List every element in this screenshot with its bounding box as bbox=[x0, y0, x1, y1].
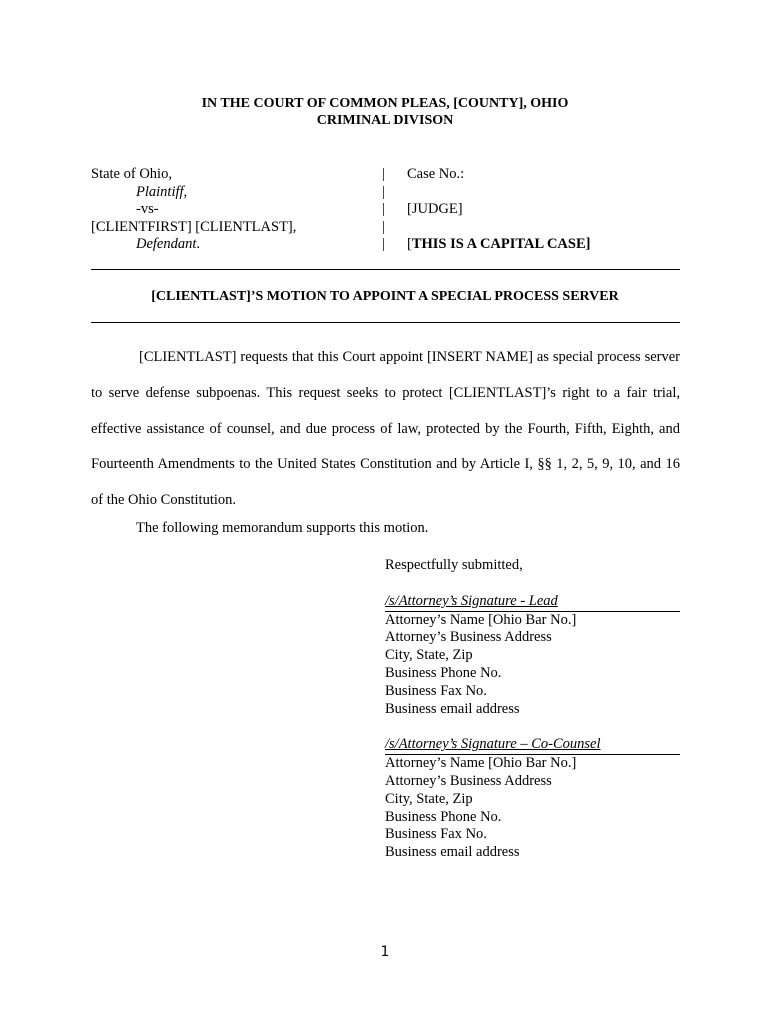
lead-attorney-city: City, State, Zip bbox=[385, 647, 473, 664]
plaintiff-name: State of Ohio, bbox=[91, 166, 172, 182]
blank-line bbox=[407, 219, 677, 237]
court-header bbox=[0, 95, 770, 129]
closing-phrase: Respectfully submitted, bbox=[385, 557, 523, 573]
caption-separator-bar: | bbox=[382, 218, 385, 235]
lead-attorney-email: Business email address bbox=[385, 700, 520, 717]
motion-body-paragraph: [CLIENTLAST] requests that this Court appoint [INSERT NAME] as special process server to serve defense subpoenas. This request seeks to protect [CLIENTLAST]’s right to a fair trial, effective assistance of counsel, and due process of law, protected by the Fourth, Fifth, Eighth, and Fourteenth Amendments to the United States Constitution and by Article I, §§ 1, 2, 5, 9, 10, and 16 of the Ohio Constitution. bbox=[91, 349, 680, 509]
memorandum-support-line: The following memorandum supports this motion. bbox=[136, 520, 429, 536]
caption-rule-top bbox=[91, 269, 680, 270]
co-counsel-phone: Business Phone No. bbox=[385, 808, 502, 825]
caption-separator bbox=[382, 166, 392, 254]
court-division: CRIMINAL DIVISON bbox=[316, 113, 454, 128]
co-counsel-signature-line: /s/Attorney’s Signature – Co-Counsel bbox=[385, 736, 680, 755]
caption-case-info bbox=[407, 166, 677, 254]
versus-label: -vs- bbox=[136, 201, 159, 217]
co-counsel-address: Attorney’s Business Address bbox=[385, 772, 552, 789]
defendant-role-line bbox=[91, 236, 376, 254]
caption-separator-bar: | bbox=[382, 183, 385, 200]
capital-case-label bbox=[407, 236, 677, 254]
motion-title: [CLIENTLAST]’S MOTION TO APPOINT A SPECIAL PROCESS SERVER bbox=[151, 289, 619, 304]
co-counsel-fax: Business Fax No. bbox=[385, 826, 487, 843]
caption-rule-bottom bbox=[91, 322, 680, 323]
co-counsel-city: City, State, Zip bbox=[385, 790, 473, 807]
co-counsel-name: Attorney’s Name [Ohio Bar No.] bbox=[385, 755, 577, 772]
capital-case-text: THIS IS A CAPITAL CASE] bbox=[411, 236, 591, 252]
defendant-name: [CLIENTFIRST] [CLIENTLAST], bbox=[91, 218, 297, 235]
co-counsel-block bbox=[385, 736, 680, 862]
defendant-role: Defendant bbox=[136, 236, 197, 252]
caption-parties bbox=[91, 166, 376, 254]
case-number-label: Case No.: bbox=[407, 166, 465, 182]
lead-signature-line: /s/Attorney’s Signature - Lead bbox=[385, 593, 680, 612]
lead-attorney-address: Attorney’s Business Address bbox=[385, 629, 552, 646]
lead-attorney-fax: Business Fax No. bbox=[385, 682, 487, 699]
caption-separator-bar: | bbox=[382, 236, 385, 252]
plaintiff-role: Plaintiff, bbox=[136, 183, 188, 200]
blank-line bbox=[407, 184, 677, 202]
caption-separator-bar: | bbox=[382, 166, 385, 182]
signature-block bbox=[385, 557, 680, 880]
lead-attorney-block bbox=[385, 593, 680, 719]
judge-label: [JUDGE] bbox=[407, 201, 463, 217]
lead-attorney-name: Attorney’s Name [Ohio Bar No.] bbox=[385, 611, 577, 628]
page-number: 1 bbox=[380, 944, 390, 960]
capital-case-bracket: [ bbox=[407, 236, 412, 252]
court-name: IN THE COURT OF COMMON PLEAS, [COUNTY], OHIO bbox=[201, 96, 569, 111]
lead-attorney-phone: Business Phone No. bbox=[385, 664, 502, 681]
defendant-role-suffix: . bbox=[196, 236, 201, 252]
co-counsel-email: Business email address bbox=[385, 844, 520, 861]
caption-separator-bar: | bbox=[382, 201, 385, 217]
